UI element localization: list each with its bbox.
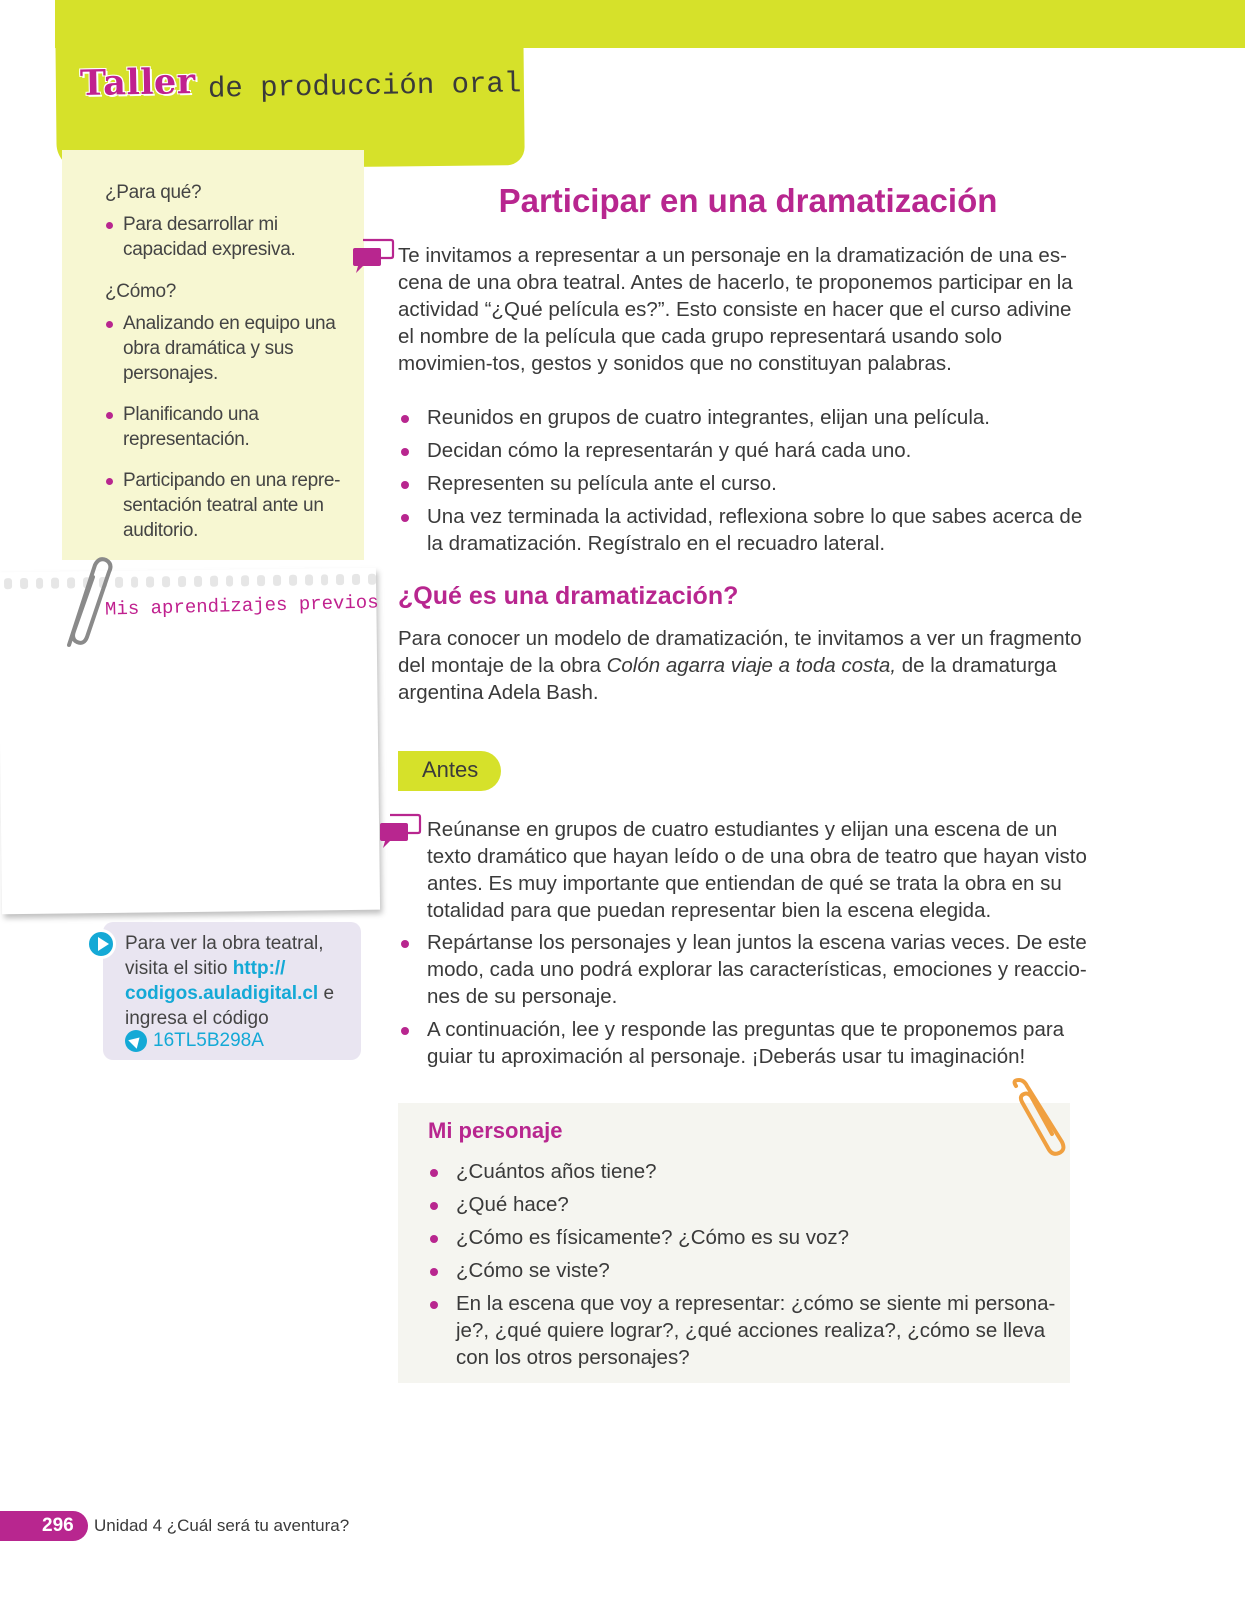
sidebar-objectives <box>105 180 360 559</box>
list-item: En la escena que voy a representar: ¿cómo se siente mi persona-je?, ¿qué quiere lograr?, ¿qué acciones realiza?, ¿cómo se lleva con los otros personajes? <box>427 1290 1057 1371</box>
sidebar-question-how: ¿Cómo? <box>105 281 177 302</box>
notepad-title: Mis aprendizajes previos <box>104 591 379 621</box>
paperclip-icon <box>1010 1078 1068 1158</box>
sidebar-question-why: ¿Para qué? <box>105 182 202 203</box>
link-box-text <box>125 931 357 1031</box>
list-item: Reunidos en grupos de cuatro integrantes, elijan una película. <box>398 404 1088 431</box>
list-item: ¿Qué hace? <box>427 1191 1057 1218</box>
access-code <box>125 1030 264 1052</box>
section-text-a: Para conocer un modelo de dramatización, te invitamos a ver un fragmento del montaje de la obra <box>398 627 1082 677</box>
access-code-value: 16TL5B298A <box>153 1030 264 1051</box>
link-text-outro: e ingresa el código <box>125 983 335 1029</box>
page-number: 296 <box>0 1511 88 1541</box>
sidebar-bullet: Planificando una representación. <box>105 402 360 452</box>
antes-label: Antes <box>398 751 501 791</box>
header-title-bold: Taller <box>79 60 197 105</box>
antes-paragraph: Reúnanse en grupos de cuatro estudiantes y elijan una escena de un texto dramático que hayan leído o de una obra de teatro que hayan visto antes. Es muy importante que entiendan de qué se trata la obra en su totalidad para que puedan representar bien la escena elegida. <box>427 818 1087 922</box>
play-title: Colón agarra viaje a toda costa, <box>606 654 897 677</box>
sidebar-bullet: Participando en una repre-sentación teatral ante un auditorio. <box>105 468 360 543</box>
rocket-icon <box>125 1030 147 1052</box>
list-item: ¿Cuántos años tiene? <box>427 1158 1057 1185</box>
list-item: Repártanse los personajes y lean juntos la escena varias veces. De este modo, cada uno podrá explorar las características, emociones y reaccio-nes de su personaje. <box>398 929 1095 1010</box>
list-item: ¿Cómo se viste? <box>427 1257 1057 1284</box>
chat-bubble-icon <box>351 237 395 277</box>
footer-unit: Unidad 4 ¿Cuál será tu aventura? <box>94 1516 350 1535</box>
list-item: Decidan cómo la representarán y qué hará cada uno. <box>398 437 1088 464</box>
header-title-rest: de producción oral <box>207 67 522 106</box>
list-item: Una vez terminada la actividad, reflexiona sobre lo que sabes acerca de la dramatización. Regístralo en el recuadro lateral. <box>398 503 1088 557</box>
section-text-b: de la dramaturga argentina Adela Bash. <box>398 654 1057 704</box>
site-link[interactable]: http:// codigos.auladigital.cl <box>125 958 319 1004</box>
intro-paragraph: Te invitamos a representar a un personaje en la dramatización de una es-cena de una obra teatral. Antes de hacerlo, te proponemos participar en la actividad “¿Qué película es?”. Esto consiste en hacer que el curso adivine el nombre de la película que cada grupo representará usando solo movimien-tos, gestos y sonidos que no constituyan palabras. <box>398 244 1073 375</box>
list-item: Representen su película ante el curso. <box>398 470 1088 497</box>
play-icon <box>86 929 116 959</box>
page-title: Participar en una dramatización <box>498 182 998 219</box>
list-item: A continuación, lee y responde las preguntas que te proponemos para guiar tu aproximación al personaje. ¡Deberás usar tu imaginación! <box>398 1016 1095 1070</box>
page-header <box>79 60 522 106</box>
chat-bubble-icon <box>378 812 422 852</box>
note-card-title: Mi personaje <box>428 1118 563 1143</box>
steps-list <box>398 404 1088 563</box>
link-text-intro: Para ver la obra teatral, visita el sitio <box>125 933 324 979</box>
sidebar-bullet: Para desarrollar mi capacidad expresiva. <box>105 212 360 262</box>
note-card-list <box>427 1158 1057 1377</box>
sidebar-bullet: Analizando en equipo una obra dramática y sus personajes. <box>105 311 360 386</box>
list-item: ¿Cómo es físicamente? ¿Cómo es su voz? <box>427 1224 1057 1251</box>
section-paragraph <box>398 625 1088 706</box>
antes-list <box>398 929 1095 1076</box>
section-heading: ¿Qué es una dramatización? <box>398 582 739 610</box>
